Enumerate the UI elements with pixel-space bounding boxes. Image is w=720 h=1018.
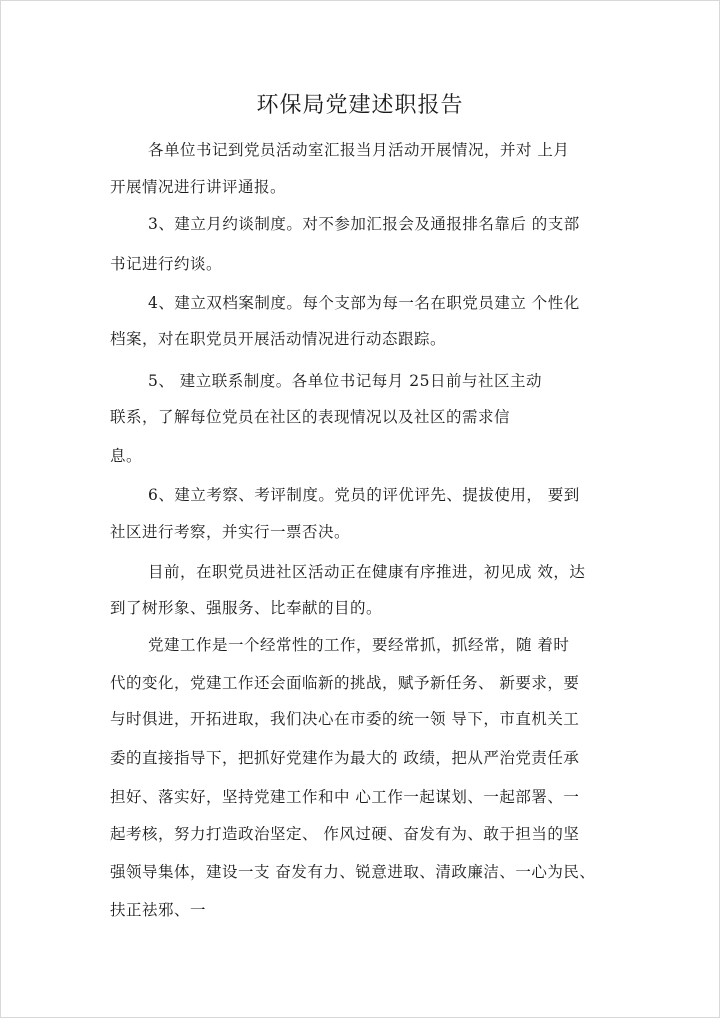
- body-line: 到了树形象、强服务、比奉献的目的。: [110, 599, 383, 617]
- body-line: 4、建立双档案制度。每个支部为每一名在职党员建立 个性化: [148, 294, 580, 312]
- body-line: 5、 建立联系制度。各单位书记每月 25日前与社区主动: [148, 372, 542, 390]
- body-line: 社区进行考察，并实行一票否决。: [110, 523, 351, 541]
- body-line: 代的变化，党建工作还会面临新的挑战，赋予新任务、 新要求，要: [110, 674, 580, 692]
- body-line: 担好、落实好，坚持党建工作和中 心工作一起谋划、一起部署、一: [110, 788, 580, 806]
- body-line: 开展情况进行讲评通报。: [110, 178, 287, 196]
- body-line: 3、建立月约谈制度。对不参加汇报会及通报排名靠后 的支部: [148, 215, 580, 233]
- body-line: 息。: [110, 447, 143, 465]
- body-line: 委的直接指导下，把抓好党建作为最大的 政绩，把从严治党责任承: [110, 749, 580, 767]
- document-title: 环保局党建述职报告: [256, 93, 464, 118]
- body-line: 档案，对在职党员开展活动情况进行动态跟踪。: [110, 330, 447, 348]
- body-line: 与时俱进，开拓进取，我们决心在市委的统一领 导下，市直机关工: [110, 710, 580, 728]
- body-line: 各单位书记到党员活动室汇报当月活动开展情况，并对 上月: [148, 141, 570, 159]
- body-line: 书记进行约谈。: [110, 255, 223, 273]
- body-line: 强领导集体，建设一支 奋发有力、锐意进取、清政廉洁、一心为民、: [110, 863, 596, 881]
- body-line: 扶正祛邪、一: [110, 901, 207, 919]
- body-line: 起考核，努力打造政治坚定、 作风过硬、奋发有为、敢于担当的坚: [110, 825, 580, 843]
- body-line: 党建工作是一个经常性的工作，要经常抓，抓经常，随 着时: [148, 636, 570, 654]
- body-line: 联系，了解每位党员在社区的表现情况以及社区的需求信: [110, 408, 511, 426]
- body-line: 6、建立考察、考评制度。党员的评优评先、提拔使用， 要到: [148, 486, 580, 504]
- body-line: 目前，在职党员进社区活动正在健康有序推进，初见成 效，达: [148, 563, 586, 581]
